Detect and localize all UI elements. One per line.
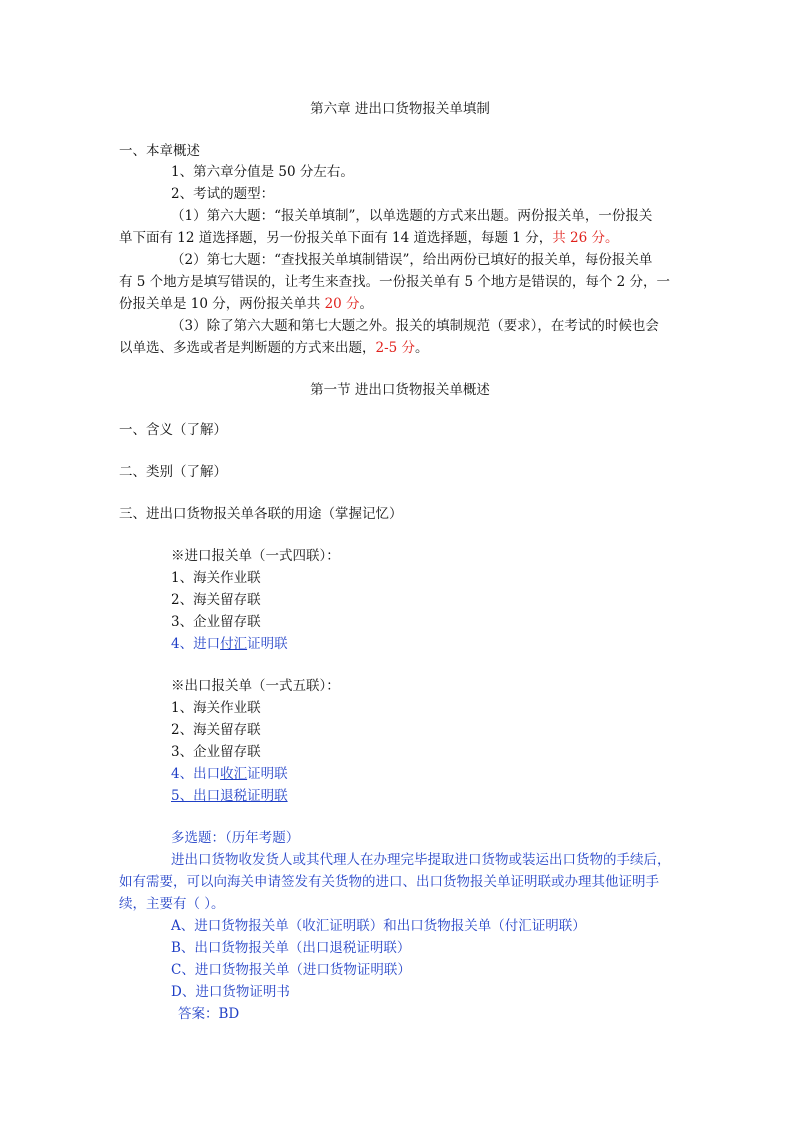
heading-usage: 三、进出口货物报关单各联的用途（掌握记忆）	[119, 506, 403, 522]
overview-p5-line1: （3）除了第六大题和第七大题之外。报关的填制规范（要求），在考试的时候也会	[171, 318, 659, 334]
option-d: D、进口货物证明书	[171, 984, 290, 1000]
import-item-1: 1、海关作业联	[171, 570, 261, 586]
question-line-1: 进出口货物收发货人或其代理人在办理完毕提取进口货物或装运出口货物的手续后，	[171, 852, 671, 868]
question-line-2: 如有需要，可以向海关申请签发有关货物的进口、出口货物报关单证明联或办理其他证明手	[119, 874, 659, 890]
overview-p1: 1、第六章分值是 50 分左右。	[171, 164, 354, 180]
overview-p3-line2-text: 单下面有 12 道选择题，另一份报关单下面有 14 道选择题，每题 1 分，	[119, 230, 553, 246]
overview-p3-line1: （1）第六大题：“报关单填制”，以单选题的方式来出题。两份报关单，一份报关	[171, 208, 653, 224]
overview-p5-line2-end: 。	[415, 340, 429, 356]
highlight-26-points: 共 26 分。	[552, 230, 619, 246]
option-a: A、进口货物报关单（收汇证明联）和出口货物报关单（付汇证明联）	[171, 918, 586, 934]
overview-p5-line2	[119, 338, 429, 358]
export-item-4-post: 证明联	[247, 766, 288, 782]
question-label: 多选题：（历年考题）	[171, 830, 300, 846]
import-item-4-post: 证明联	[247, 636, 288, 652]
overview-p2: 2、考试的题型：	[171, 186, 275, 202]
overview-p4-line3-end: 。	[359, 296, 374, 312]
overview-p4-line1: （2）第七大题：“查找报关单填制错误”，给出两份已填好的报关单，每份报关单	[171, 252, 653, 268]
import-form-title: ※进口报关单（一式四联）：	[171, 548, 340, 564]
import-item-3: 3、企业留存联	[171, 614, 261, 630]
import-item-4-pre: 4、进口	[171, 636, 221, 652]
overview-p4-line3	[119, 294, 373, 314]
overview-p4-line2: 有 5 个地方是填写错误的，让考生来查找。一份报关单有 5 个地方是错误的，每个 2 分，一	[119, 274, 671, 290]
import-item-4-underlined: 付汇	[220, 636, 248, 652]
section-title: 第一节 进出口货物报关单概述	[310, 382, 490, 398]
highlight-2-5-points: 2-5 分	[375, 340, 416, 356]
export-item-1: 1、海关作业联	[171, 700, 261, 716]
option-c: C、进口货物报关单（进口货物证明联）	[171, 962, 411, 978]
overview-heading: 一、本章概述	[119, 143, 200, 159]
heading-category: 二、类别（了解）	[119, 464, 227, 480]
export-item-3: 3、企业留存联	[171, 744, 261, 760]
overview-p4-line3-text: 份报关单是 10 分，两份报关单共	[119, 296, 325, 312]
export-item-4-pre: 4、出口	[171, 766, 221, 782]
highlight-20-points: 20 分	[324, 296, 360, 312]
answer: 答案：BD	[178, 1006, 240, 1022]
export-item-5: 5、出口退税证明联	[171, 788, 288, 804]
question-line-3: 续，主要有（ ）。	[119, 896, 225, 912]
overview-p5-line2-text: 以单选、多选或者是判断题的方式来出题，	[119, 340, 376, 356]
option-b: B、出口货物报关单（出口退税证明联）	[171, 940, 411, 956]
chapter-title: 第六章 进出口货物报关单填制	[310, 101, 490, 117]
overview-p3-line2	[119, 228, 618, 248]
export-item-2: 2、海关留存联	[171, 722, 261, 738]
export-item-4-underlined: 收汇	[220, 766, 248, 782]
import-item-4	[171, 634, 288, 654]
export-form-title: ※出口报关单（一式五联）：	[171, 678, 340, 694]
export-item-4	[171, 764, 288, 784]
heading-meaning: 一、含义（了解）	[119, 422, 227, 438]
import-item-2: 2、海关留存联	[171, 592, 261, 608]
